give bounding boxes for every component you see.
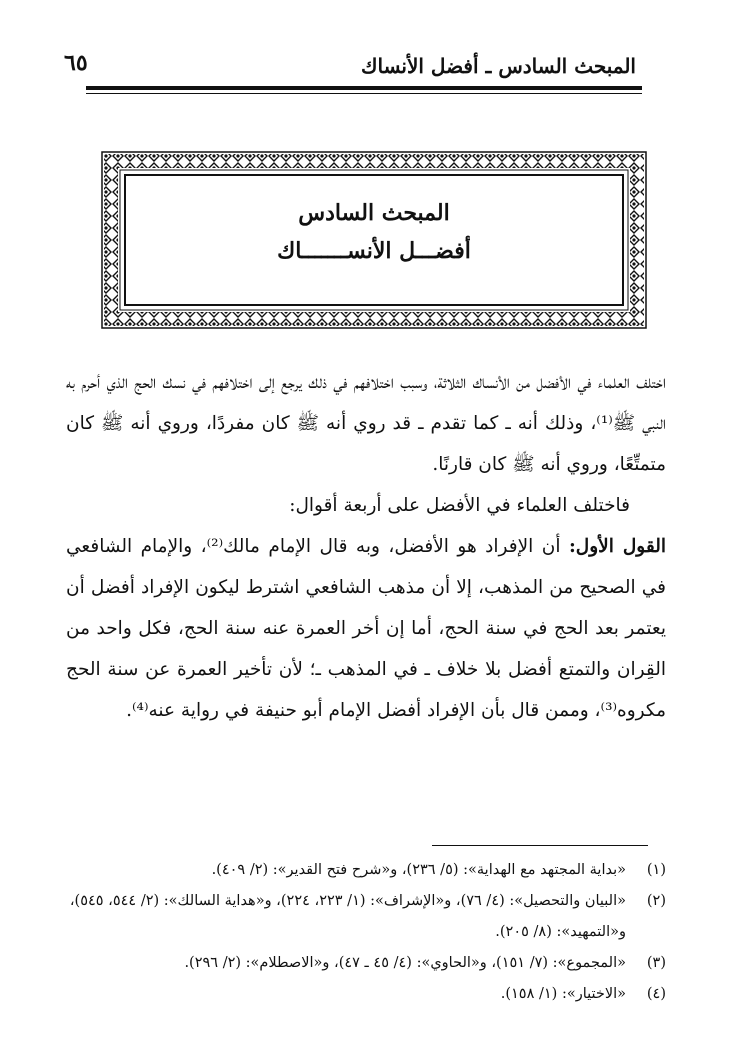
paragraph-3: [66, 526, 666, 731]
footnote-text: «الاختيار»: (١/ ١٥٨).: [500, 986, 626, 1002]
footnote-number: (٣): [646, 955, 666, 971]
footnote-number: (١): [646, 862, 666, 878]
chapter-title-frame: [100, 150, 648, 330]
footnote-item: [66, 948, 666, 979]
first-opinion-text: أن الإفراد هو الأفضل، وبه قال الإمام مالك⁽²⁾، والإمام الشافعي في الصحيح من المذهب، إلا أن مذهب الشافعي اشترط ليكون الإفراد أفضل أن يعتمر بعد الحج في سنة الحج، أما إن أخر العمرة عنه سنة الحج، فكل واحد من القِران والتمتع أفضل بلا خلاف ـ في المذهب ـ؛ لأن تأخير العمرة عن سنة الحج مكروه⁽³⁾، وممن قال بأن الإفراد أفضل الإمام أبو حنيفة في رواية عنه⁽⁴⁾.: [66, 536, 666, 721]
page-number: ٦٥: [64, 50, 88, 76]
footnote-text: «المجموع»: (٧/ ١٥١)، و«الحاوي»: (٤/ ٤٥ ـ ٤٧)، و«الاصطلام»: (٢/ ٢٩٦).: [184, 955, 626, 971]
footnote-item: [66, 979, 666, 1010]
paragraph-2: فاختلف العلماء في الأفضل على أربعة أقوال:: [289, 495, 630, 516]
running-header-title: المبحث السادس ـ أفضل الأنساك: [361, 54, 636, 78]
header-rule-thin: [86, 93, 642, 94]
footnote-separator: [432, 845, 648, 846]
paragraph-1: اختلف العلماء في الأفضل من الأنساك الثلاثة، وسبب اختلافهم في ذلك يرجع إلى اختلافهم في نسك الحج الذي أحرم به النبي ﷺ⁽¹⁾، وذلك أنه ـ كما تقدم ـ قد روي أنه ﷺ كان مفردًا، وروي أنه ﷺ كان متمتِّعًا، وروي أنه ﷺ كان قارنًا.: [66, 372, 666, 475]
chapter-subtitle: أفضـــل الأنســـــــاك: [277, 238, 471, 264]
footnote-text: «بداية المجتهد مع الهداية»: (٥/ ٢٣٦)، و«شرح فتح القدير»: (٢/ ٤٠٩).: [211, 862, 626, 878]
footnote-item: [66, 855, 666, 886]
footnote-number: (٤): [646, 986, 666, 1002]
footnote-number: (٢): [646, 893, 666, 909]
footnote-text: «البيان والتحصيل»: (٤/ ٧٦)، و«الإشراف»: (١/ ٢٢٣، ٢٢٤)، و«هداية السالك»: (٢/ ٥٤٤، ٥٤٥)، و«التمهيد»: (٨/ ٢٠٥).: [69, 893, 626, 940]
chapter-title: المبحث السادس: [298, 200, 450, 226]
first-opinion-label: القول الأول:: [568, 536, 666, 557]
header-rule-thick: [86, 86, 642, 90]
footnote-item: [66, 886, 666, 948]
main-text: [66, 362, 666, 731]
footnotes: [66, 855, 666, 1010]
